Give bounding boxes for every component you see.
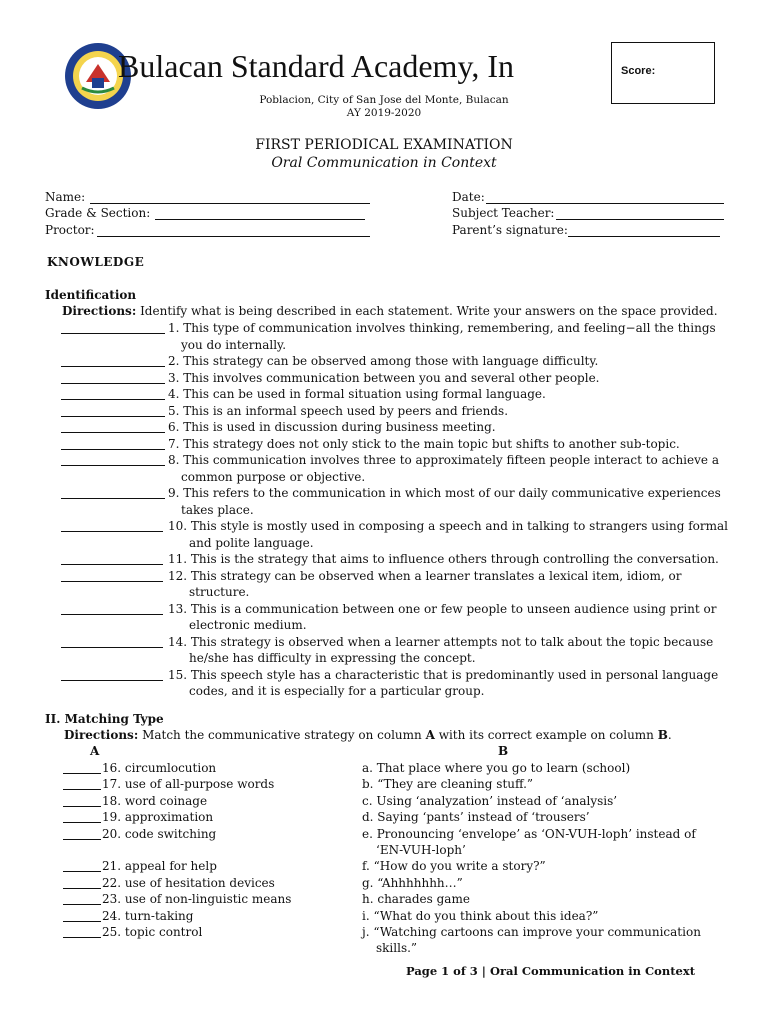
answer-blank[interactable] — [61, 531, 163, 532]
identification-item — [168, 403, 508, 419]
answer-blank[interactable] — [61, 614, 163, 615]
matching-directions-col-a: A — [425, 728, 435, 742]
item-text: This is used in discussion during business meeting. — [183, 420, 496, 434]
item-text-continued: he/she has difficulty in expressing the concept. — [189, 651, 476, 665]
identification-item — [168, 419, 496, 435]
matching-answer-blank[interactable] — [63, 904, 101, 905]
item-text: This involves communication between you and several other people. — [183, 370, 600, 385]
column-b-item-continued: skills.” — [376, 941, 418, 955]
item-text: This refers to the communication in which most of our daily communicative experiences — [183, 486, 721, 500]
matching-directions-label: Directions: — [64, 728, 139, 742]
matching-heading: II. Matching Type — [45, 712, 164, 726]
answer-blank[interactable] — [61, 564, 163, 565]
item-number: 9. — [168, 486, 180, 500]
column-b-item: e. Pronouncing ‘envelope’ as ‘ON-VUH-loph’ instead of — [362, 827, 696, 841]
item-number: 3. — [168, 370, 180, 385]
matching-answer-blank[interactable] — [63, 773, 101, 774]
item-text: This communication involves three to approximately fifteen people interact to achieve a — [183, 453, 719, 467]
item-number: 12. — [168, 568, 188, 583]
identification-item — [168, 353, 598, 369]
column-b-item: d. Saying ‘pants’ instead of ‘trousers’ — [362, 810, 590, 824]
column-b-item-continued: ‘EN-VUH-loph’ — [376, 843, 466, 857]
item-text: This strategy is observed when a learner attempts not to talk about the topic because — [190, 634, 714, 649]
answer-blank[interactable] — [61, 399, 165, 400]
item-number: 14. — [168, 634, 188, 649]
item-number: 10. — [168, 519, 188, 533]
answer-blank[interactable] — [61, 432, 165, 433]
parents-signature-label: Parent’s signature: — [452, 223, 568, 237]
column-b-item: f. “How do you write a story?” — [362, 859, 546, 873]
identification-item — [168, 485, 721, 501]
item-number: 1. — [168, 321, 180, 335]
item-text-continued: and polite language. — [189, 535, 314, 550]
item-number: 5. — [168, 403, 180, 418]
column-a-item: 25. topic control — [102, 925, 203, 939]
item-text: This strategy can be observed among those with language difficulty. — [183, 354, 599, 368]
item-text: This is an informal speech used by peers and friends. — [183, 403, 509, 418]
column-a-item: 21. appeal for help — [102, 859, 217, 873]
column-a-item: 16. circumlocution — [102, 761, 217, 775]
identification-directions — [62, 303, 718, 319]
directions-label: Directions: — [62, 304, 137, 318]
exam-title: FIRST PERIODICAL EXAMINATION — [255, 137, 513, 153]
answer-blank[interactable] — [61, 581, 163, 582]
matching-answer-blank[interactable] — [63, 937, 101, 938]
answer-blank[interactable] — [61, 647, 163, 648]
matching-directions-mid: with its correct example on column — [434, 728, 658, 742]
date-label: Date: — [452, 190, 485, 204]
item-number: 15. — [168, 667, 188, 682]
column-a-item: 17. use of all-purpose words — [102, 777, 275, 791]
answer-blank[interactable] — [61, 680, 163, 681]
item-text: This style is mostly used in composing a speech and in talking to strangers using formal — [190, 519, 728, 533]
column-a-item: 19. approximation — [102, 810, 214, 824]
identification-item — [168, 601, 717, 617]
item-number: 13. — [168, 601, 188, 616]
answer-blank[interactable] — [61, 449, 165, 450]
column-b-heading: B — [498, 744, 509, 758]
identification-item — [168, 568, 682, 584]
proctor-field[interactable] — [97, 236, 370, 237]
answer-blank[interactable] — [61, 498, 165, 499]
matching-answer-blank[interactable] — [63, 871, 101, 872]
date-field[interactable] — [486, 203, 724, 204]
name-label: Name: — [45, 190, 86, 204]
answer-blank[interactable] — [61, 366, 165, 367]
column-a-item: 22. use of hesitation devices — [102, 876, 275, 890]
item-text: This is a communication between one or few people to unseen audience using print or — [190, 601, 717, 616]
item-text: This can be used in formal situation using formal language. — [183, 387, 546, 401]
column-a-item: 24. turn-taking — [102, 909, 194, 923]
matching-answer-blank[interactable] — [63, 806, 101, 807]
column-b-item: j. “Watching cartoons can improve your communication — [362, 925, 701, 939]
item-number: 4. — [168, 387, 180, 401]
identification-item — [168, 386, 546, 402]
item-text: This speech style has a characteristic that is predominantly used in personal language — [190, 667, 719, 682]
identification-item — [168, 452, 719, 468]
item-text-continued: electronic medium. — [189, 618, 307, 632]
identification-item — [168, 667, 718, 683]
school-year: AY 2019-2020 — [346, 107, 422, 119]
matching-directions — [64, 727, 672, 743]
identification-item — [168, 634, 713, 650]
column-b-item: b. “They are cleaning stuff.” — [362, 777, 534, 791]
identification-item — [168, 436, 680, 452]
item-number: 11. — [168, 552, 188, 566]
item-text-continued: structure. — [189, 585, 250, 599]
answer-blank[interactable] — [61, 416, 165, 417]
item-text: This strategy can be observed when a learner translates a lexical item, idiom, or — [190, 568, 682, 583]
exam-subject: Oral Communication in Context — [271, 155, 497, 171]
grade-section-label: Grade & Section: — [45, 206, 151, 220]
matching-answer-blank[interactable] — [63, 888, 101, 889]
item-text-continued: common purpose or objective. — [181, 469, 366, 484]
column-b-item: h. charades game — [362, 892, 470, 906]
answer-blank[interactable] — [61, 465, 165, 466]
matching-answer-blank[interactable] — [63, 789, 101, 790]
identification-heading: Identification — [45, 288, 137, 302]
school-name: Bulacan Standard Academy, In — [118, 48, 515, 84]
identification-item — [168, 370, 600, 386]
matching-directions-col-b: B — [657, 728, 668, 742]
subject-teacher-label: Subject Teacher: — [452, 206, 555, 220]
matching-answer-blank[interactable] — [63, 839, 101, 840]
identification-item — [168, 518, 728, 534]
column-b-item: i. “What do you think about this idea?” — [362, 909, 599, 923]
column-a-item: 23. use of non-linguistic means — [102, 892, 292, 906]
item-text-continued: takes place. — [181, 502, 254, 517]
item-number: 6. — [168, 420, 180, 434]
knowledge-heading: KNOWLEDGE — [47, 255, 145, 269]
item-text: This strategy does not only stick to the main topic but shifts to another sub-topic. — [183, 436, 680, 451]
identification-item — [168, 551, 719, 567]
school-address: Poblacion, City of San Jose del Monte, Bulacan — [259, 94, 509, 106]
item-number: 2. — [168, 354, 180, 368]
column-a-item: 20. code switching — [102, 827, 217, 841]
matching-directions-pre: Match the communicative strategy on column — [138, 728, 426, 742]
answer-blank[interactable] — [61, 333, 165, 334]
column-b-item: g. “Ahhhhhhh…” — [362, 876, 463, 890]
identification-item — [168, 320, 716, 336]
matching-answer-blank[interactable] — [63, 921, 101, 922]
subject-teacher-field[interactable] — [556, 219, 724, 220]
parents-signature-field[interactable] — [568, 236, 720, 237]
item-number: 7. — [168, 436, 180, 451]
item-text-continued: codes, and it is especially for a particular group. — [189, 684, 485, 698]
column-b-item: a. That place where you go to learn (school) — [362, 761, 631, 775]
column-a-heading: A — [90, 744, 100, 758]
item-number: 8. — [168, 453, 180, 467]
proctor-label: Proctor: — [45, 223, 95, 237]
item-text: This type of communication involves thinking, remembering, and feeling−all the things — [183, 321, 716, 335]
column-b-item: c. Using ‘analyzation’ instead of ‘analysis’ — [362, 794, 618, 808]
item-text: This is the strategy that aims to influence others through controlling the conversation. — [190, 552, 719, 566]
grade-section-field[interactable] — [155, 219, 365, 220]
column-a-item: 18. word coinage — [102, 794, 208, 808]
item-text-continued: you do internally. — [181, 337, 287, 352]
name-field[interactable] — [90, 203, 370, 204]
matching-answer-blank[interactable] — [63, 822, 101, 823]
matching-directions-end: . — [667, 728, 672, 742]
answer-blank[interactable] — [61, 383, 165, 384]
page-footer: Page 1 of 3 | Oral Communication in Context — [406, 964, 696, 978]
directions-text: Identify what is being described in each statement. Write your answers on the space provided. — [136, 304, 718, 318]
score-label: Score: — [621, 65, 656, 77]
